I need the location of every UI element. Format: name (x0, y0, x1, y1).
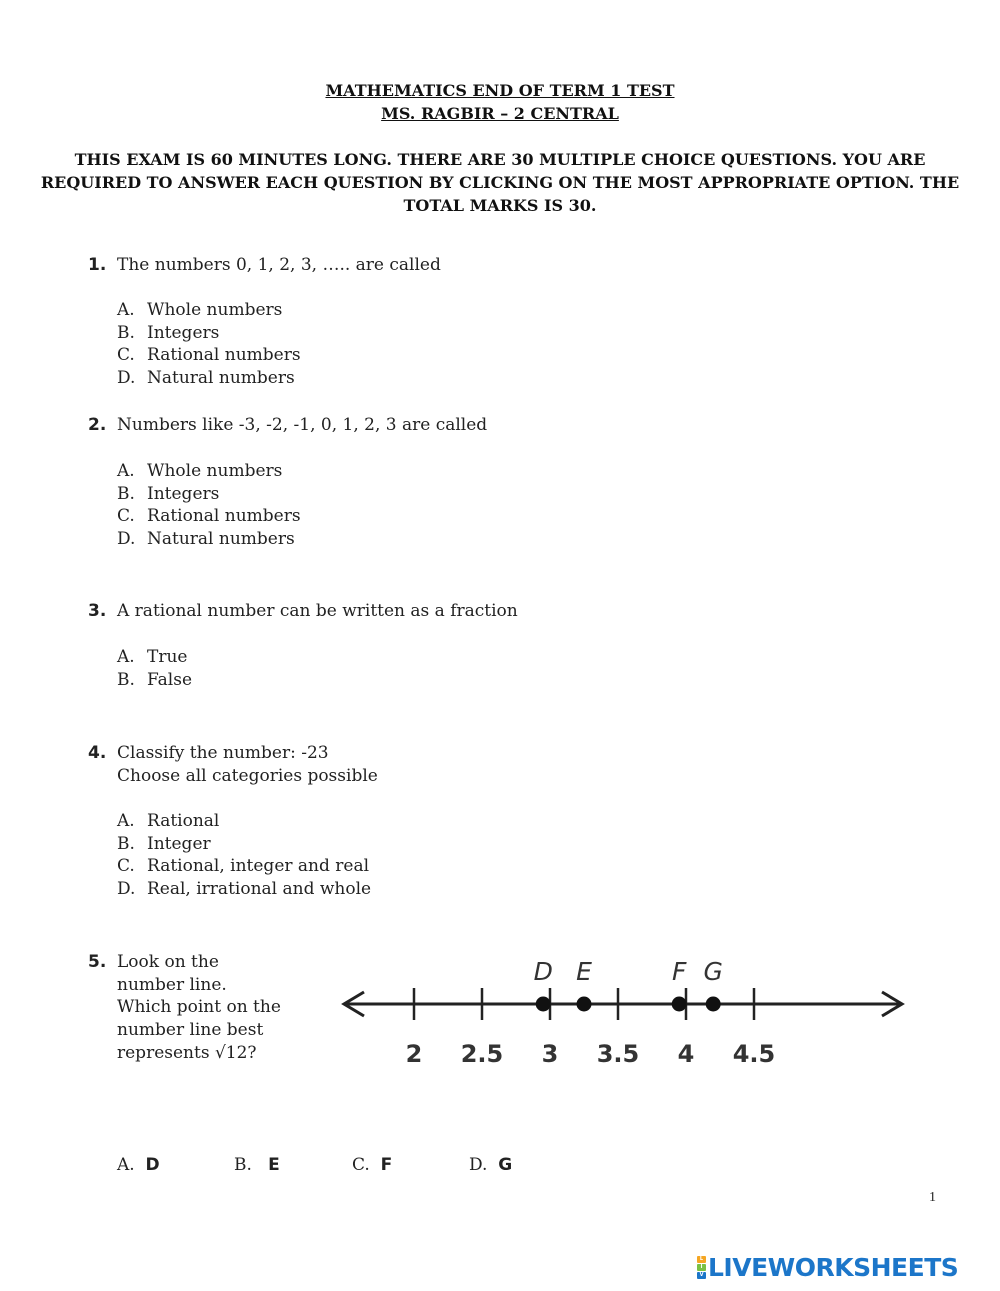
option-letter: C. (117, 345, 135, 366)
option-c[interactable] (117, 505, 301, 528)
option-letter: B. (117, 669, 135, 690)
option-text: Rational numbers (147, 345, 301, 366)
question-text-line: number line. (117, 974, 227, 995)
q5-option-b[interactable] (234, 1155, 280, 1175)
question-number: 4. (88, 743, 107, 763)
question-text-line: Look on the (117, 952, 219, 972)
option-text: G (498, 1155, 513, 1175)
tick-label: 3 (541, 1040, 559, 1068)
option-letter: B. (117, 322, 135, 343)
option-letter: D. (117, 368, 136, 389)
q5-option-c[interactable] (352, 1155, 392, 1175)
option-letter: B. (117, 483, 135, 504)
option-text: Natural numbers (147, 368, 295, 389)
question-text: A rational number can be written as a fraction (117, 601, 518, 621)
point-g (706, 997, 721, 1012)
question-4 (88, 742, 378, 788)
option-text: Rational (147, 811, 220, 831)
option-letter: C. (117, 506, 135, 527)
page-title: MATHEMATICS END OF TERM 1 TEST (325, 81, 675, 100)
option-a[interactable] (117, 646, 192, 669)
option-d[interactable] (117, 878, 371, 901)
option-a[interactable] (117, 460, 301, 483)
number-line-figure (330, 950, 920, 1080)
logo-badge-icon: L I V (697, 1256, 706, 1279)
option-text: Rational, integer and real (147, 856, 370, 877)
option-a[interactable] (117, 299, 301, 322)
option-letter: B. (117, 833, 135, 854)
option-text: F (380, 1155, 393, 1175)
option-text: E (268, 1155, 280, 1175)
question-2 (88, 414, 487, 437)
option-b[interactable] (117, 669, 192, 692)
option-b[interactable] (117, 483, 301, 506)
option-b[interactable] (117, 322, 301, 345)
point-label-f: F (672, 957, 687, 986)
option-text: False (147, 669, 192, 690)
option-letter: A. (117, 300, 135, 320)
option-letter: A. (117, 461, 135, 481)
point-e (577, 997, 592, 1012)
option-text: True (147, 647, 188, 667)
question-4-options (117, 810, 371, 901)
question-number: 5. (88, 952, 107, 972)
question-1-options (117, 299, 301, 390)
question-text-line: represents √12? (117, 1042, 257, 1063)
option-b[interactable] (117, 833, 371, 856)
question-3-options (117, 646, 192, 691)
question-text: Classify the number: -23 (117, 743, 329, 763)
option-text: Integers (147, 322, 220, 343)
option-c[interactable] (117, 344, 301, 367)
question-number: 1. (88, 255, 107, 275)
option-letter: D. (469, 1155, 488, 1175)
logo-text: LIVEWORKSHEETS (708, 1253, 959, 1282)
page-subtitle: MS. RAGBIR – 2 CENTRAL (381, 104, 619, 123)
question-text: The numbers 0, 1, 2, 3, ….. are called (117, 255, 441, 275)
option-letter: B. (234, 1155, 252, 1175)
option-a[interactable] (117, 810, 371, 833)
option-text: Whole numbers (147, 300, 283, 320)
liveworksheets-logo[interactable] (697, 1253, 958, 1282)
option-text: Real, irrational and whole (147, 879, 372, 900)
question-1 (88, 254, 441, 277)
option-text: Whole numbers (147, 461, 283, 481)
option-letter: C. (352, 1155, 370, 1175)
point-label-d: D (533, 957, 553, 986)
option-c[interactable] (117, 855, 371, 878)
option-d[interactable] (117, 367, 301, 390)
tick-label: 4.5 (732, 1040, 776, 1068)
question-text-line: Which point on the (117, 997, 281, 1018)
question-number: 2. (88, 415, 107, 435)
tick-label: 3.5 (596, 1040, 640, 1068)
option-text: Integers (147, 483, 220, 504)
option-letter: D. (117, 529, 136, 550)
question-5-text (117, 951, 317, 1065)
point-label-e: E (576, 957, 592, 986)
option-text: Integer (147, 833, 211, 854)
question-text-line: number line best (117, 1020, 264, 1041)
option-letter: A. (117, 811, 135, 831)
q5-option-a[interactable] (117, 1155, 160, 1175)
point-f (672, 997, 687, 1012)
question-2-options (117, 460, 301, 551)
point-d (536, 997, 551, 1012)
question-text: Numbers like -3, -2, -1, 0, 1, 2, 3 are called (117, 415, 488, 435)
option-d[interactable] (117, 528, 301, 551)
exam-instructions: THIS EXAM IS 60 MINUTES LONG. THERE ARE 30 MULTIPLE CHOICE QUESTIONS. YOU ARE REQUIRED TO ANSWER EACH QUESTION BY CLICKING ON THE MOST APPROPRIATE OPTION. THE TOTAL MARKS IS 30. (40, 150, 960, 215)
page-number: 1 (929, 1190, 936, 1205)
option-text: D (145, 1155, 160, 1175)
q5-option-d[interactable] (469, 1155, 512, 1175)
option-letter: A. (117, 647, 135, 667)
point-label-g: G (703, 957, 723, 986)
option-text: Rational numbers (147, 506, 301, 527)
question-3 (88, 600, 518, 623)
tick-label: 2 (405, 1040, 423, 1068)
tick-label: 2.5 (460, 1040, 504, 1068)
question-subtext: Choose all categories possible (117, 766, 378, 786)
question-5 (88, 951, 117, 974)
option-letter: C. (117, 856, 135, 877)
option-text: Natural numbers (147, 529, 295, 550)
question-number: 3. (88, 601, 107, 621)
tick-label: 4 (677, 1040, 695, 1068)
option-letter: D. (117, 879, 136, 900)
option-letter: A. (117, 1155, 135, 1175)
